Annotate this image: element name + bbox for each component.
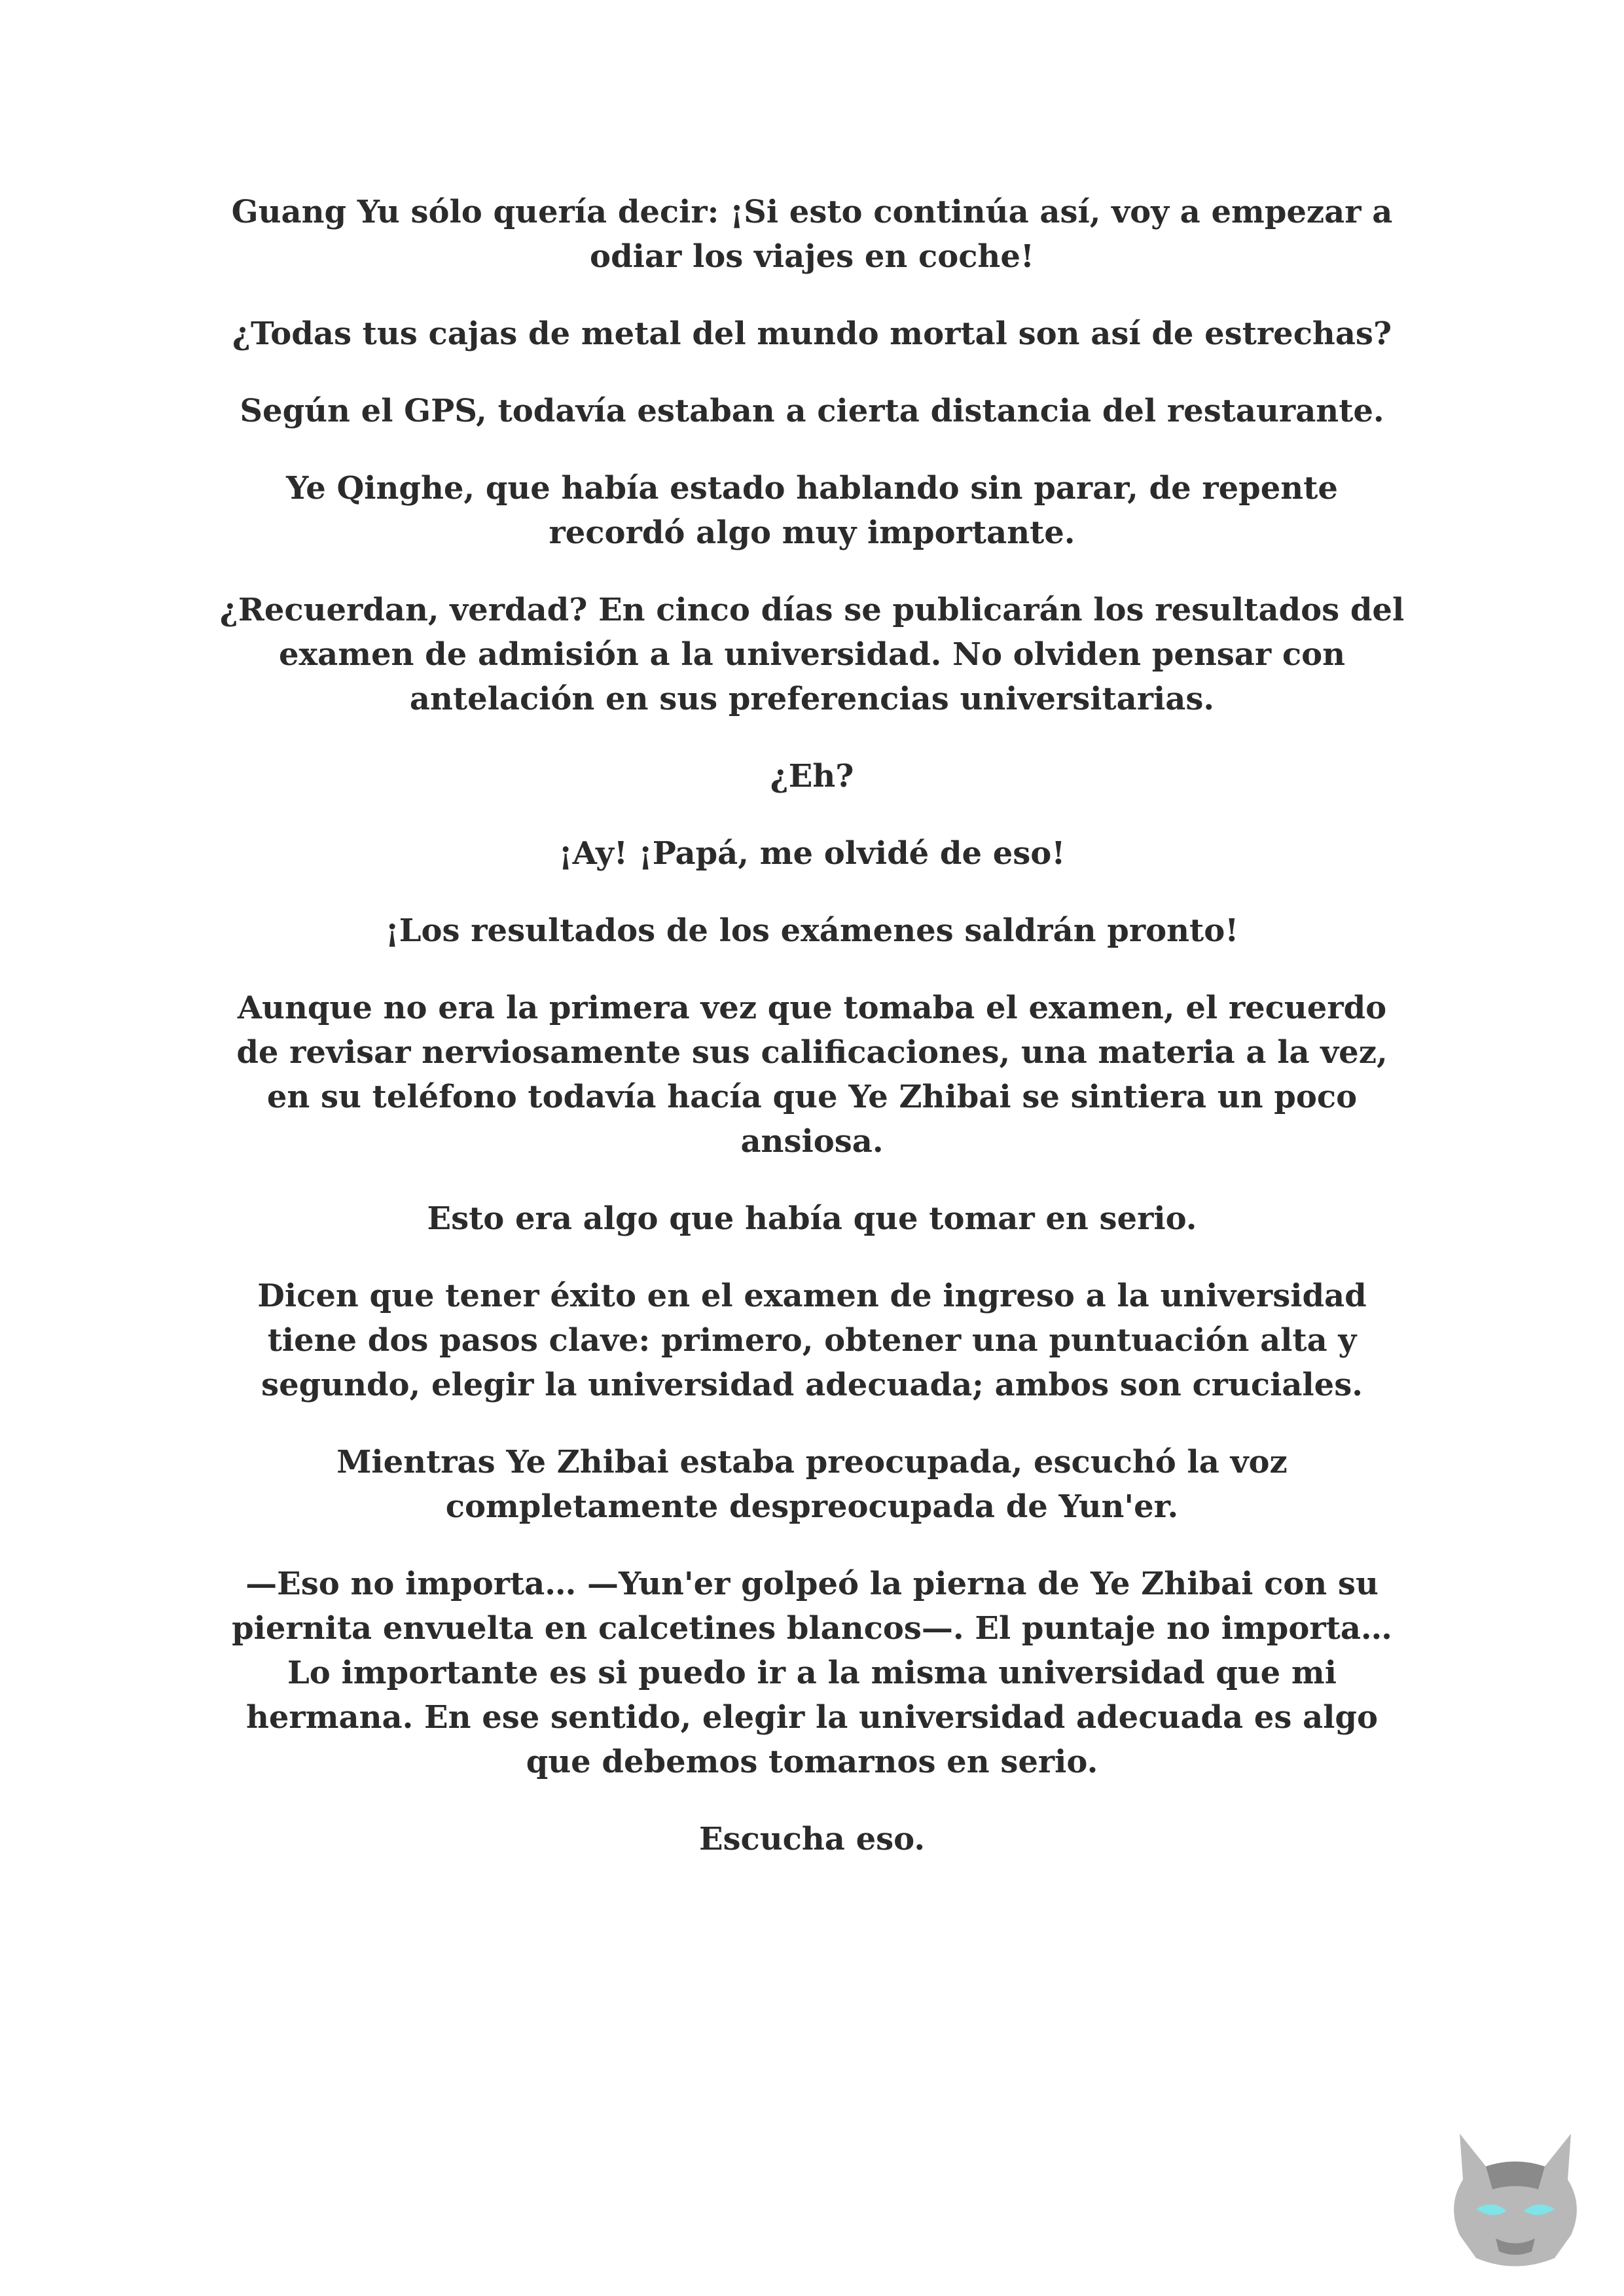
paragraph-11: Dicen que tener éxito en el examen de ingreso a la universidad tiene dos pasos clave: primero, obtener una puntuación alta y segundo, elegir la universidad adecuada; ambos son cruciales. xyxy=(257,1278,1367,1403)
paragraph-2: ¿Todas tus cajas de metal del mundo mortal son así de estrechas? xyxy=(232,315,1392,352)
paragraph-8: ¡Los resultados de los exámenes saldrán pronto! xyxy=(385,912,1239,949)
paragraph-13: —Eso no importa… —Yun'er golpeó la pierna de Ye Zhibai con su piernita envuelta en calcetines blancos—. El puntaje no importa… Lo importante es si puedo ir a la misma universidad que mi hermana. En ese sentido, elegir la universidad adecuada es algo que debemos tomarnos en serio. xyxy=(232,1566,1392,1780)
paragraph-14: Escucha eso. xyxy=(698,1821,926,1857)
paragraph-3: Según el GPS, todavía estaban a cierta distancia del restaurante. xyxy=(240,393,1384,429)
document-body xyxy=(216,190,1408,1894)
demon-head-logo-icon xyxy=(1440,2127,1591,2271)
paragraph-4: Ye Qinghe, que había estado hablando sin parar, de repente recordó algo muy importante. xyxy=(286,470,1338,551)
logo-shadow-shape xyxy=(1486,2162,1545,2190)
paragraph-1: Guang Yu sólo quería decir: ¡Si esto continúa así, voy a empezar a odiar los viajes en coche! xyxy=(231,194,1393,275)
paragraph-5: ¿Recuerdan, verdad? En cinco días se publicarán los resultados del examen de admisión a la universidad. No olviden pensar con antelación en sus preferencias universitarias. xyxy=(219,592,1405,717)
paragraph-10: Esto era algo que había que tomar en serio. xyxy=(427,1200,1197,1237)
paragraph-7: ¡Ay! ¡Papá, me olvidé de eso! xyxy=(558,835,1066,872)
paragraph-12: Mientras Ye Zhibai estaba preocupada, escuchó la voz completamente despreocupada de Yun'er. xyxy=(336,1444,1288,1525)
paragraph-9: Aunque no era la primera vez que tomaba el examen, el recuerdo de revisar nerviosamente sus calificaciones, una materia a la vez, en su teléfono todavía hacía que Ye Zhibai se sintiera un poco ansiosa. xyxy=(236,990,1388,1160)
paragraph-6: ¿Eh? xyxy=(770,758,854,795)
